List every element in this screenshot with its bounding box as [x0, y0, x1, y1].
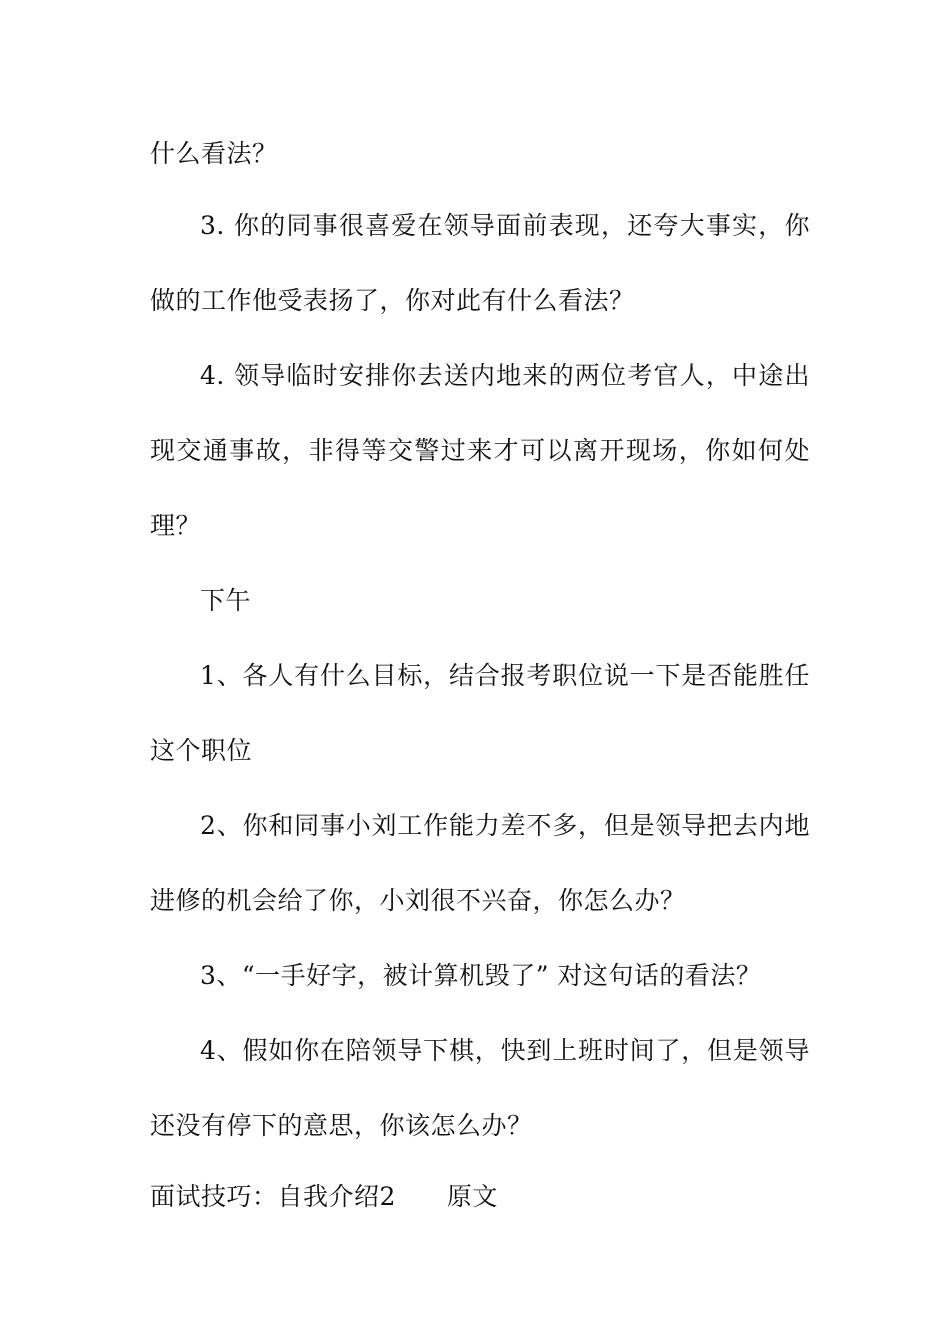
question-4-line-3: 理？: [150, 511, 202, 540]
question-3-line-2: 做的工作他受表扬了，你对此有什么看法？: [150, 286, 635, 315]
section-title-self-introduction: 面试技巧：自我介绍2 原文: [150, 1182, 498, 1211]
afternoon-question-2-line-1: 2、你和同事小刘工作能力差不多，但是领导把去内地: [200, 811, 810, 840]
afternoon-question-2-line-2: 进修的机会给了你，小刘很不兴奋，你怎么办？: [150, 886, 686, 915]
afternoon-question-1-line-2: 这个职位: [150, 736, 253, 765]
question-4-line-2: 现交通事故，非得等交警过来才可以离开现场，你如何处: [150, 436, 810, 465]
paragraph-line: 什么看法？: [150, 139, 278, 168]
afternoon-question-3: 3、“一手好字，被计算机毁了” 对这句话的看法？: [200, 961, 762, 990]
afternoon-question-4-line-1: 4、假如你在陪领导下棋，快到上班时间了，但是领导: [200, 1036, 810, 1065]
question-3-line-1: 3. 你的同事很喜爱在领导面前表现，还夸大事实，你: [200, 211, 810, 240]
section-heading-afternoon: 下午: [200, 586, 252, 615]
question-4-line-1: 4. 领导临时安排你去送内地来的两位考官人，中途出: [200, 361, 810, 390]
afternoon-question-4-line-2: 还没有停下的意思，你该怎么办？: [150, 1111, 533, 1140]
afternoon-question-1-line-1: 1、各人有什么目标，结合报考职位说一下是否能胜任: [200, 661, 810, 690]
